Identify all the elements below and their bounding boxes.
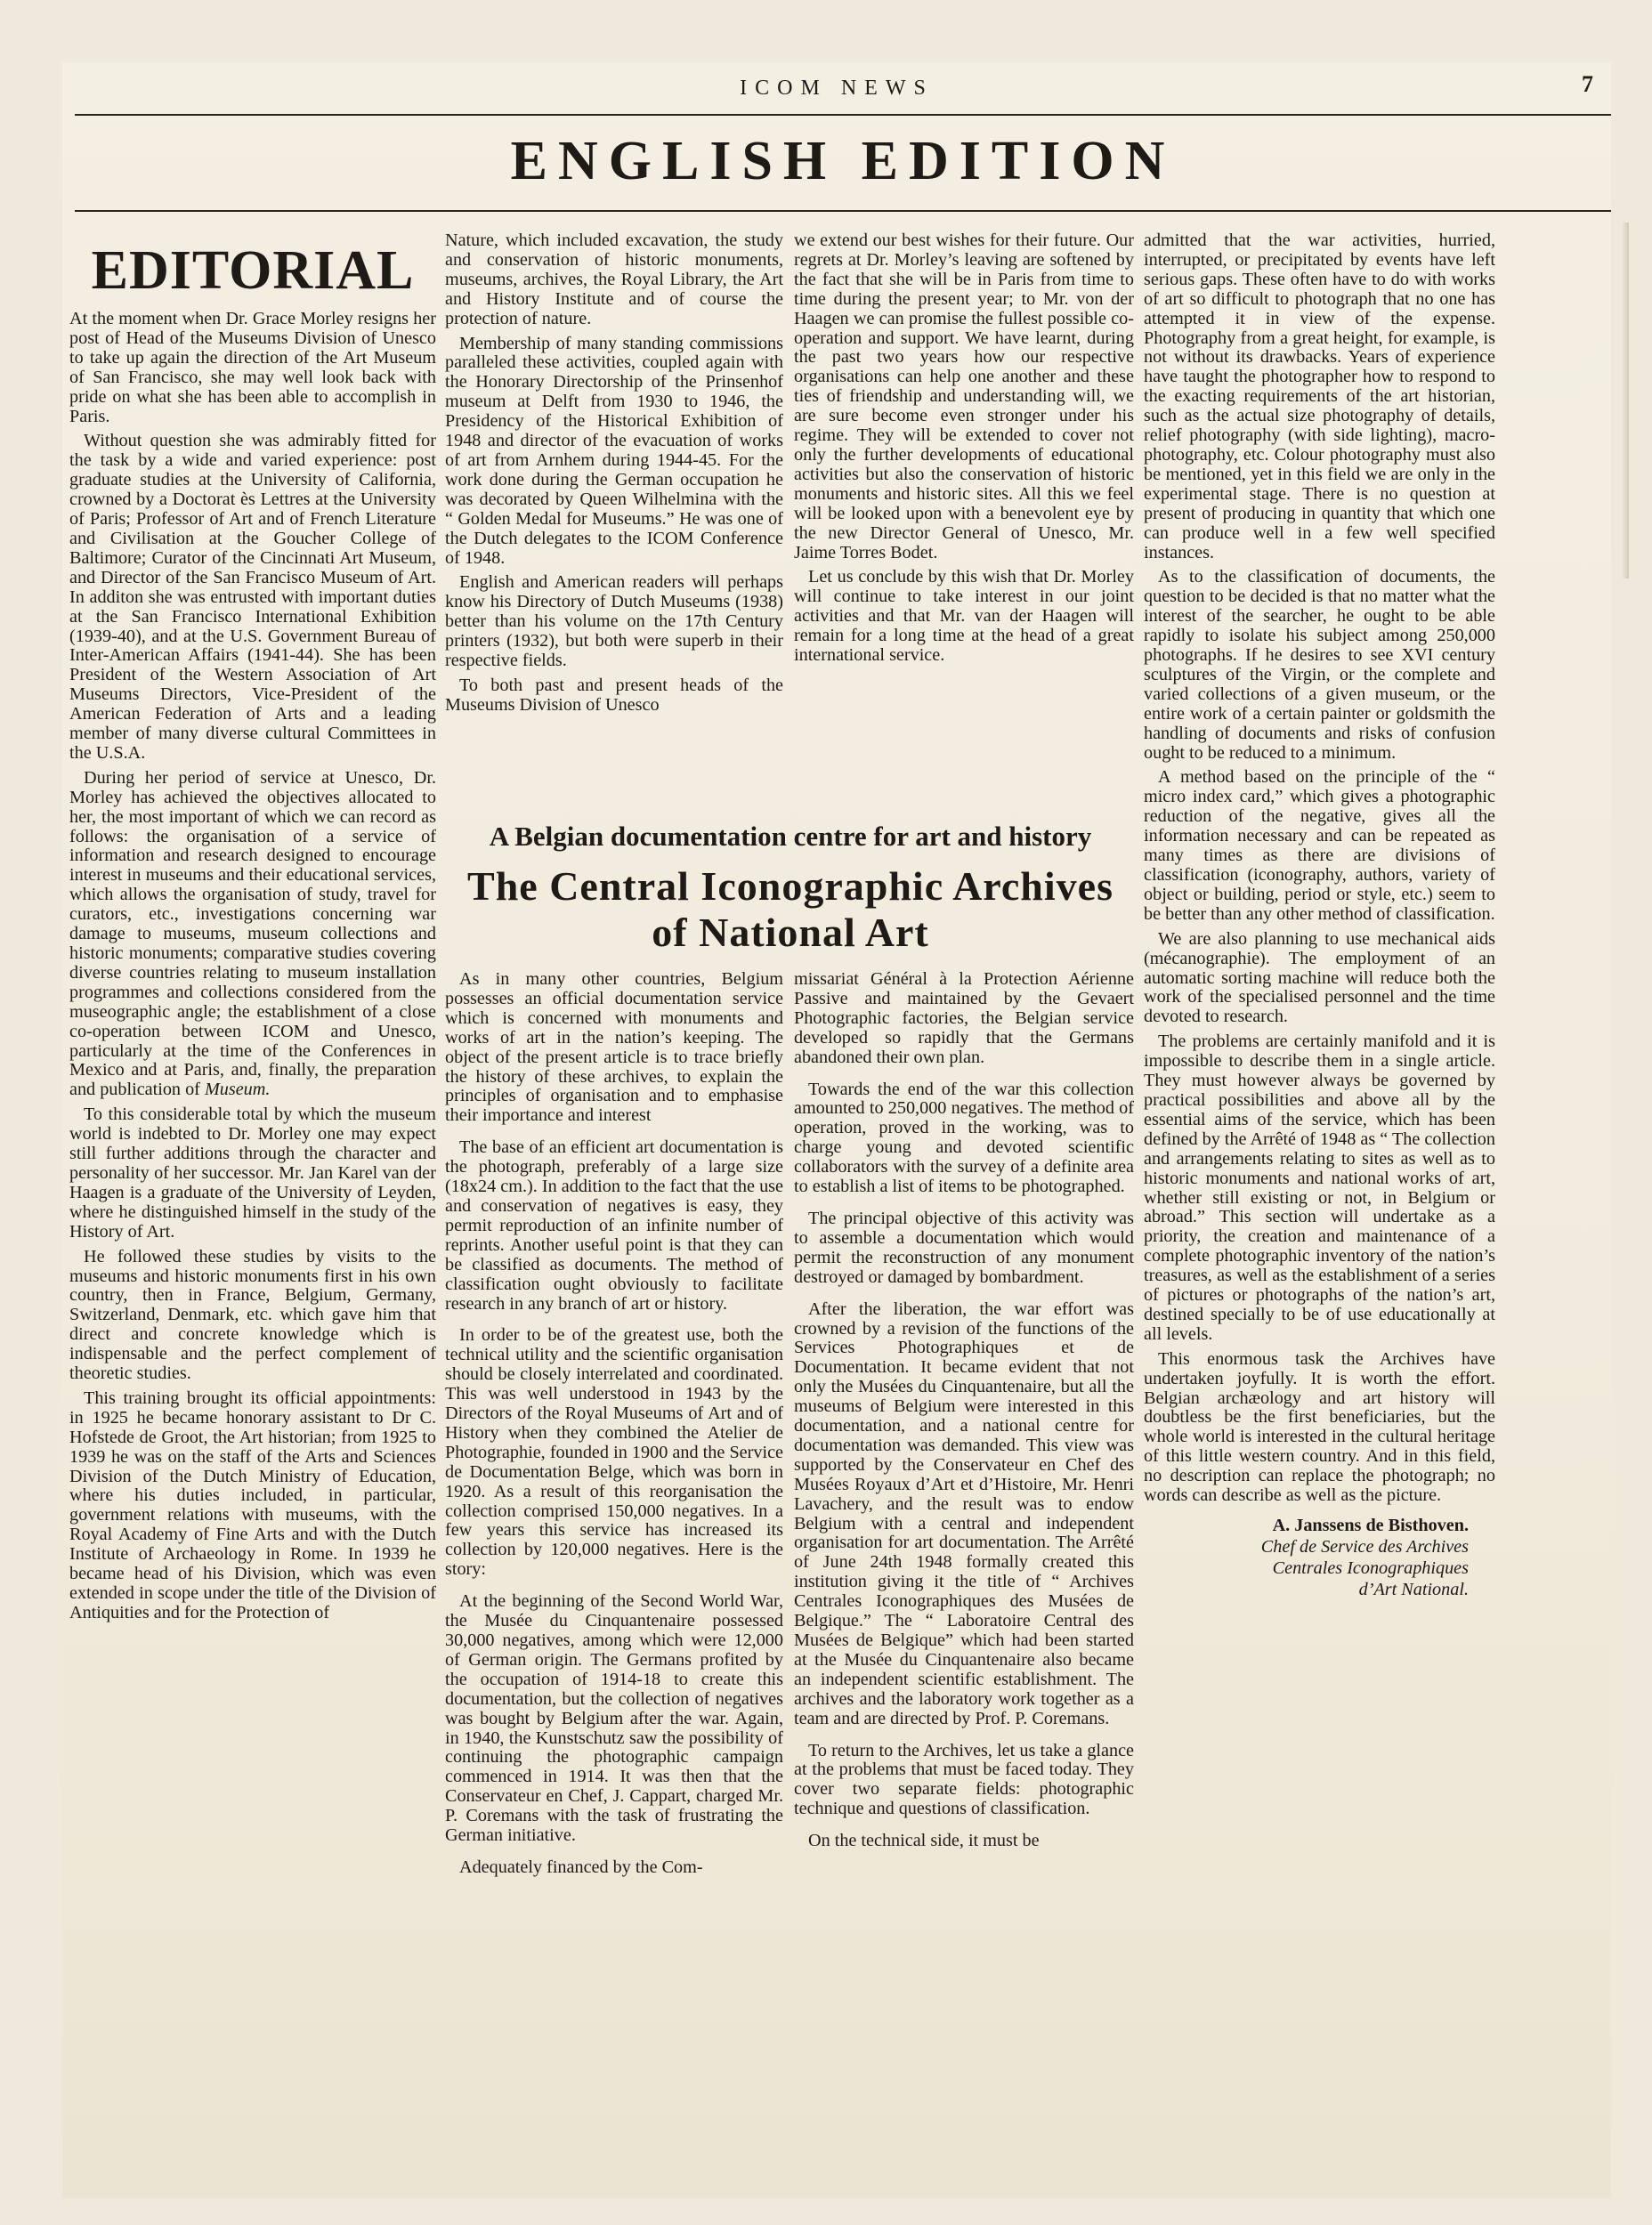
page-edge-shadow: [1622, 222, 1629, 578]
article-kicker: A Belgian documentation centre for art and history: [489, 821, 1092, 852]
author-title-line: d’Art National.: [1358, 1579, 1469, 1599]
paragraph: Towards the end of the war this collection amounted to 250,000 negatives. The method of operation, proved in the working, was to charge young and devoted scientific collaborators with the survey of a definite area to establish a list of items to be photographed.: [794, 1079, 1134, 1197]
paragraph: The base of an efficient art documentation is the photograph, preferably of a large size (18x24 cm.). In addition to the fact that the use and conservation of negatives is easy, they permit reproduction of an infinite number of reprints. Another useful point is that they can be classified as documents. The method of classification ought obviously to facilitate research in any branch of art or history.: [445, 1137, 783, 1314]
newspaper-page: [62, 62, 1611, 2198]
paragraph: admitted that the war activities, hurried, interrupted, or precipitated by events have left serious gaps. These often have to do with works of art so difficult to photograph that no one has attempted it in view of the expense. Photography from a great height, for example, is not without its drawbacks. Years of experience have taught the photographer how to respond to the exacting requirements of the art historian, such as the actual size photography of details, relief photography (with side lighting), macro-photography, etc. Colour photography must also be mentioned, yet in this field we are only in the experimental stage. There is no question at present of producing in quantity that which one can produce well in a few well specified instances.: [1144, 231, 1495, 562]
paragraph: Nature, which included excavation, the study and conservation of historic monuments, museums, archives, the Royal Library, the Art and History Institute and of course the protection of nature.: [445, 231, 783, 328]
paragraph: missariat Général à la Protection Aérienne Passive and maintained by the Gevaert Photographic factories, the Belgian service developed so rapidly that the Germans abandoned their own plan.: [794, 969, 1134, 1067]
paragraph: On the technical side, it must be: [808, 1831, 1040, 1851]
edition-rule: [75, 210, 1611, 212]
page-number: 7: [1582, 71, 1593, 97]
running-title: ICOM NEWS: [740, 77, 934, 100]
paragraph: To return to the Archives, let us take a glance at the problems that must be faced today. They cover two separate fields: photographic technique and questions of classification.: [794, 1740, 1134, 1819]
paragraph: After the liberation, the war effort was crowned by a revision of the functions of the Services Photographiques et de Documentation. It became evident that not only the Musées du Cinquantenaire, but all the museums of Belgium were interested in this documentation, and a national centre for documentation was demanded. This view was supported by the Conservateur en Chef des Musées Royaux d’Art et d’Histoire, Mr. Henri Lavachery, and the result was to endow Belgium with a central and independent organisation for art documentation. The Arrêté of June 24th 1948 formally created this institution giving it the title of “ Archives Centrales Iconographiques des Musées de Belgique.” The “ Laboratoire Central des Musées de Belgique” which had been started at the Musée du Cinquantenaire also became an independent scientific establishment. The archives and the laboratory work together as a team and are directed by Prof. P. Coremans.: [794, 1299, 1134, 1728]
paragraph: The problems are certainly manifold and it is impossible to describe them in a single article. They must however always be governed by practical possibilities and above all by the essential aims of the service, which has been defined by the Arrêté of 1948 as “ The collection and arrangements relating to sites as well as to historic monuments and national works of art, whether still existing or not, in Belgium or abroad.” This section will undertake as a priority, the creation and maintenance of a complete photographic inventory of the nation’s treasures, as well as the establishment of a series of pictures or photographs of the nation’s art, destined specially to be of use educationally at all levels.: [1144, 1032, 1495, 1344]
header-rule: [75, 114, 1611, 116]
paragraph: As to the classification of documents, the question to be decided is that no matter what the interest of the searcher, he ought to be able rapidly to isolate his subject among 250,000 photographs. If he desires to see XVI century sculptures of the Virgin, or the complete and varied collections of a given museum, or the entire work of a certain painter or goldsmith the handling of documents and risks of confusion ought to be reduced to a minimum.: [1144, 567, 1495, 763]
article-title-line-1: The Central Iconographic Archives: [467, 863, 1113, 909]
running-head: [80, 71, 1593, 101]
paragraph: To this considerable total by which the museum world is indebted to Dr. Morley one may expect still further additions through the character and personality of her successor. Mr. Jan Karel van der Haagen is a graduate of the University of Leyden, where he distinguished himself in the study of the History of Art.: [69, 1104, 436, 1242]
article-title-line-2: of National Art: [652, 910, 929, 955]
paragraph: As in many other countries, Belgium possesses an official documentation service which is concerned with monuments and works of art in the nation’s keeping. The object of the present article is to trace briefly the history of these archives, to explain the principles of organisation and to emphasise their importance and interest: [445, 969, 783, 1126]
editorial-heading: EDITORIAL: [91, 240, 415, 301]
paragraph: At the beginning of the Second World War, the Musée du Cinquantenaire possessed 30,000 negatives, among which were 12,000 of German origin. The Germans profited by the occupation of 1914-18 to create this documentation, but the collection of negatives was bought by Belgium after the war. Again, in 1940, the Kunstschutz saw the possibility of continuing the photographic campaign commenced in 1914. It was then that the Conservateur en Chef, J. Cappart, charged Mr. P. Coremans with the task of frustrating the German initiative.: [445, 1591, 783, 1846]
paragraph: This training brought its official appointments: in 1925 he became honorary assistant to Dr C. Hofstede de Groot, the Art historian; from 1925 to 1939 he was on the staff of the Arts and Sciences Division of the Dutch Ministry of Education, where his duties included, in particular, government relations with museums, with the Royal Academy of Fine Arts and with the Dutch Institute of Archaeology in Rome. In 1939 he became head of his Division, which was even extended in scope under the title of the Division of Antiquities and for the Protection of: [69, 1388, 436, 1622]
editorial-column-2: [445, 231, 783, 721]
editorial-column-1: [69, 231, 436, 1629]
author-name: A. Janssens de Bisthoven.: [1272, 1516, 1469, 1535]
paragraph: The principal objective of this activity was to assemble a documentation which would permit the reconstruction of any monument destroyed or damaged by bombardment.: [794, 1208, 1134, 1287]
article-header: [445, 821, 1136, 956]
paragraph-text: During her period of service at Unesco, Dr. Morley has achieved the objectives allocated to her, the most important of which we can record as follows: the organisation of a service of information and research designed to encourage interest in museums and their educational services, which allows the organisation of study, travel for curators, etc., investigations concerning war damage to museums, museum collections and historic monuments; comparative studies covering diverse countries relating to museum installation programmes and collections considered from the museographic angle; the establishment of a close co-operation between ICOM and Unesco, particularly at the time of the Conferences in Mexico and at Paris, and, finally, the preparation and publication of: [69, 767, 436, 1100]
paragraph: We are also planning to use mechanical aids (mécanographie). The employment of an automatic sorting machine will reduce both the work of the specialised personnel and the time devoted to research.: [1144, 928, 1495, 1027]
paragraph: Let us conclude by this wish that Dr. Morley will continue to take interest in our joint activities and that Mr. van der Haagen will remain for a long time at the head of a great international service.: [794, 567, 1134, 666]
article-column-1: [445, 970, 783, 1890]
paragraph: To both past and present heads of the Museums Division of Unesco: [445, 675, 783, 715]
author-title: [1144, 1536, 1469, 1600]
paragraph: A method based on the principle of the “ micro index card,” which gives a photographic reduction of the negative, gives all the information necessary and can be repeated as many times as there are divisions of classification (iconography, authors, variety of object or building, period or style, etc.) seem to be better than any other method of classification.: [1144, 767, 1495, 924]
author-title-line: Centrales Iconographiques: [1272, 1558, 1469, 1578]
museum-publication-title: Museum.: [204, 1080, 271, 1100]
paragraph: He followed these studies by visits to the museums and historic monuments first in his own country, then in France, Belgium, Germany, Switzerland, Denmark, etc. which gave him that direct and concrete knowledge which is indispensable and the perfect complement of theoretic studies.: [69, 1246, 436, 1384]
article-column-2: [794, 970, 1134, 1864]
edition-title: ENGLISH EDITION: [510, 131, 1176, 191]
article-column-3: [1144, 231, 1495, 1600]
paragraph: English and American readers will perhaps know his Directory of Dutch Museums (1938) better than his volume on the 17th Century printers (1932), but both were superb in their respective fields.: [445, 572, 783, 671]
author-title-line: Chef de Service des Archives: [1260, 1536, 1469, 1557]
paragraph: In order to be of the greatest use, both the technical utility and the scientific organisation should be closely interrelated and coordinated. This was well understood in 1943 by the Directors of the Royal Museums of Art and of History when they combined the Atelier de Photographie, founded in 1900 and the Service de Documentation Belge, which was born in 1920. As a result of this reorganisation the collection comprised 150,000 negatives. In a few years this service has increased its collection by 120,000 negatives. Here is the story:: [445, 1325, 783, 1580]
signature-block: [1144, 1517, 1495, 1600]
paragraph: Membership of many standing commissions paralleled these activities, coupled again with the Honorary Directorship of the Prinsenhof museum at Delft from 1930 to 1946, the Presidency of the Historical Exhibition of 1948 and director of the evacuation of works of art from Arnhem during 1944-45. For the work done during the German occupation he was decorated by Queen Wilhelmina with the “ Golden Medal for Museums.” He was one of the Dutch delegates to the ICOM Conference of 1948.: [445, 333, 783, 568]
paragraph: [69, 769, 436, 1100]
paragraph: Adequately financed by the Com-: [459, 1857, 703, 1877]
paragraph: Without question she was admirably fitted for the task by a wide and varied experience: post graduate studies at the University of California, crowned by a Doctorat ès Lettres at the University of Paris; Professor of Art and of French Literature and Civilisation at the Goucher College of Baltimore; Curator of the Cincinnati Art Museum, and Director of the San Francisco Museum of Art. In additon she was entrusted with important duties at the San Francisco International Exhibition (1939-40), and at the U.S. Government Bureau of Inter-American Affairs (1941-44). She has been President of the Western Association of Art Museums Directors, Vice-President of the American Federation of Arts and a leading member of many diverse cultural Committees in the U.S.A.: [69, 431, 436, 763]
paragraph: This enormous task the Archives have undertaken joyfully. It is worth the effort. Belgian archæology and art history will doubtless be the first beneficiaries, but the whole world is interested in the cultural heritage of this little western country. And in this field, no description can replace the photograph; no words can describe as well as the picture.: [1144, 1348, 1495, 1506]
editorial-column-3: [794, 231, 1134, 671]
paragraph: we extend our best wishes for their future. Our regrets at Dr. Morley’s leaving are softened by the fact that she will be in Paris from time to time during the present year; to Mr. von der Haagen we can promise the fullest possible co-operation and support. We have learnt, during the past two years how our respective organisations can help one another and these ties of friendship and understanding will, we are sure become even stronger under his regime. They will be extended to cover not only the further developments of educational activities but also the conservation of historic monuments and historic sites. All this we feel will be looked upon with a benevolent eye by the new Director General of Unesco, Mr. Jaime Torres Bodet.: [794, 231, 1134, 562]
paragraph: At the moment when Dr. Grace Morley resigns her post of Head of the Museums Division of Unesco to take up again the direction of the Art Museum of San Francisco, she may well look back with pride on what she has been able to accomplish in Paris.: [69, 309, 436, 426]
